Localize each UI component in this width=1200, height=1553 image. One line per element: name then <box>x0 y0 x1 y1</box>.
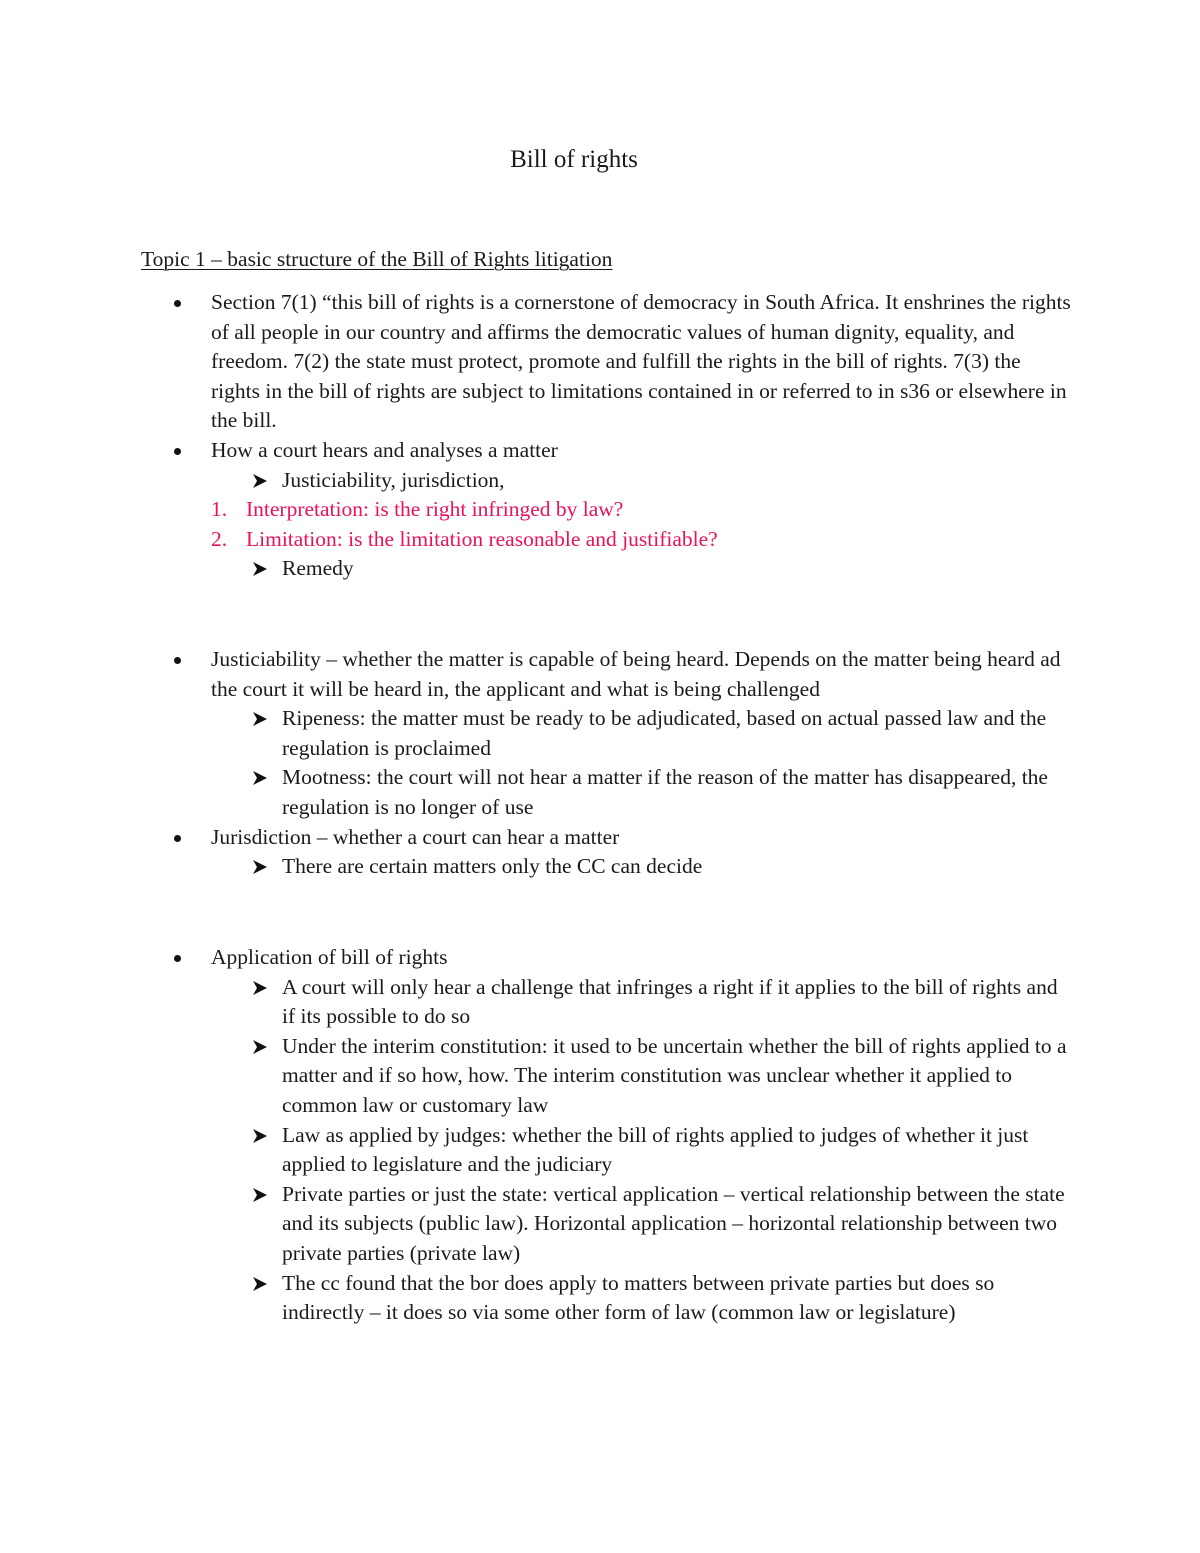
sub-item-text: The cc found that the bor does apply to matters between private parties but does so indirectly – it does so via some other form of law (common law or legislature) <box>282 1270 995 1325</box>
arrow-bullet-icon <box>250 763 270 792</box>
bullet-icon <box>174 657 181 664</box>
item-number: 1. <box>211 497 228 522</box>
arrow-bullet-icon <box>250 973 270 1002</box>
list-item <box>0 823 1071 853</box>
topic-heading: Topic 1 – basic structure of the Bill of Rights litigation <box>141 247 613 271</box>
bullet-icon <box>174 448 181 455</box>
sub-list-item <box>0 973 1071 1032</box>
arrow-bullet-icon <box>250 852 270 881</box>
sub-list-item <box>0 704 1071 763</box>
arrow-bullet-icon <box>250 1180 270 1209</box>
arrow-bullet-icon <box>250 466 270 495</box>
numbered-item-text: Interpretation: is the right infringed by law? <box>246 497 624 522</box>
sub-list-item <box>0 852 1071 882</box>
list-item <box>0 288 1071 436</box>
item-number: 2. <box>211 526 228 551</box>
numbered-item <box>0 495 1071 525</box>
bullet-text: Section 7(1) “this bill of rights is a cornerstone of democracy in South Africa. It enshrines the rights of all people in our country and affirms the democratic values of human dignity, equality, and freedom. 7(2) the state must protect, promote and fulfill the rights in the bill of rights. 7(3) the rights in the bill of rights are subject to limitations contained in or referred to in s36 or elsewhere in the bill. <box>211 290 1071 433</box>
bullet-text: Justiciability – whether the matter is capable of being heard. Depends on the matter being heard ad the court it will be heard in, the applicant and what is being challenged <box>211 647 1061 701</box>
sub-item-text: Mootness: the court will not hear a matter if the reason of the matter has disappeared, the regulation is no longer of use <box>282 765 1048 819</box>
sub-list-item <box>0 554 1071 584</box>
document-title: Bill of rights <box>510 146 638 173</box>
bullet-text: How a court hears and analyses a matter <box>211 437 558 462</box>
sub-item-text: Justiciability, jurisdiction, <box>282 467 505 492</box>
list-item <box>0 436 1071 466</box>
bullet-text: Jurisdiction – whether a court can hear a matter <box>211 824 620 849</box>
bullet-icon <box>174 955 181 962</box>
section-justiciability <box>0 645 1200 882</box>
numbered-item-text: Limitation: is the limitation reasonable and justifiable? <box>246 526 718 551</box>
list-item <box>0 943 1071 973</box>
sub-list-item <box>0 1032 1071 1121</box>
sub-item-text: Private parties or just the state: vertical application – vertical relationship between the state and its subjects (public law). Horizontal application – horizontal relationship between two private parties (private law) <box>282 1181 1065 1265</box>
section-application <box>0 943 1200 1328</box>
list-item <box>0 645 1071 704</box>
sub-list-item <box>0 466 1071 496</box>
numbered-item <box>0 525 1071 555</box>
arrow-bullet-icon <box>250 1121 270 1150</box>
arrow-bullet-icon <box>250 554 270 583</box>
sub-item-text: Under the interim constitution: it used to be uncertain whether the bill of rights applied to a matter and if so how, how. The interim constitution was unclear whether it applied to common law or customary law <box>282 1033 1067 1117</box>
sub-item-text: A court will only hear a challenge that infringes a right if it applies to the bill of rights and if its possible to do so <box>282 974 1058 1029</box>
arrow-bullet-icon <box>250 1269 270 1298</box>
bullet-icon <box>174 300 181 307</box>
sub-item-text: There are certain matters only the CC can decide <box>282 854 703 879</box>
arrow-bullet-icon <box>250 1032 270 1061</box>
bullet-text: Application of bill of rights <box>211 945 448 969</box>
arrow-bullet-icon <box>250 704 270 733</box>
sub-item-text: Law as applied by judges: whether the bill of rights applied to judges of whether it just applied to legislature and the judiciary <box>282 1122 1029 1177</box>
sub-list-item <box>0 763 1071 822</box>
sub-item-text: Ripeness: the matter must be ready to be adjudicated, based on actual passed law and the regulation is proclaimed <box>282 706 1047 760</box>
sub-list-item <box>0 1121 1071 1180</box>
bullet-icon <box>174 835 181 842</box>
section-structure <box>0 288 1200 584</box>
sub-item-text: Remedy <box>282 556 354 581</box>
sub-list-item <box>0 1180 1071 1269</box>
sub-list-item <box>0 1269 1071 1328</box>
